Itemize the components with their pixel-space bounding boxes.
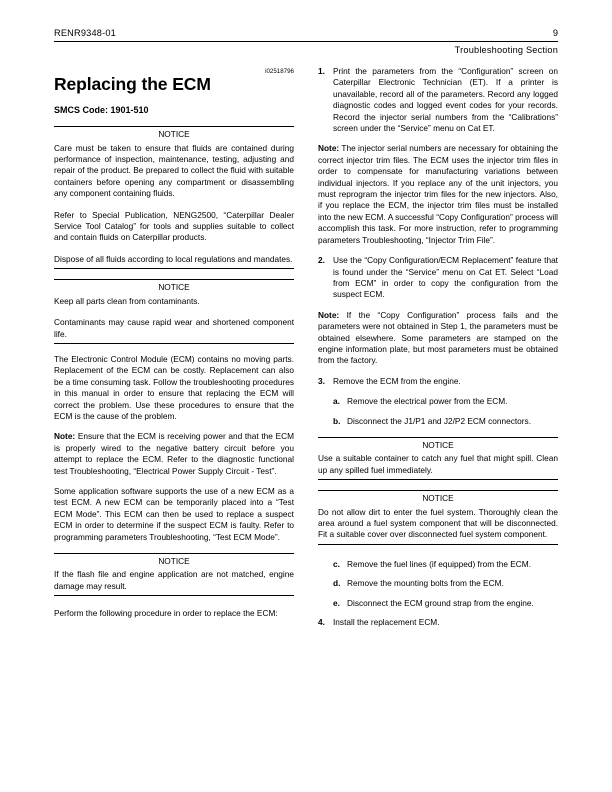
notice-body: Care must be taken to ensure that fluids are contained during performance of inspection, maintenance, testing, adjusting and repair of the product. Be prepared to collect the fluid with suitable containers before opening any compartment or disassembling any component containing fluids. bbox=[54, 142, 294, 199]
notice-body-7: Use a suitable container to catch any fuel that might spill. Clean up any spilled fuel immediately. bbox=[318, 453, 558, 475]
smcs-code: SMCS Code: 1901-510 bbox=[54, 104, 149, 115]
notice-bottom-rule bbox=[54, 268, 294, 269]
notice-body-3: Dispose of all fluids according to local regulations and mandates. bbox=[54, 253, 293, 264]
step-3-substeps-a-b bbox=[333, 396, 558, 427]
notice-block-3 bbox=[54, 553, 294, 596]
step-3b bbox=[333, 416, 558, 427]
step-4-number: 4. bbox=[318, 617, 325, 628]
step-3c bbox=[333, 559, 558, 570]
section-title: Troubleshooting Section bbox=[454, 45, 558, 55]
paragraph-procedure-intro: Perform the following procedure in order to replace the ECM: bbox=[54, 608, 278, 619]
notice-label-4: NOTICE bbox=[422, 439, 454, 450]
paragraph-test-ecm: Some application software supports the use of a new ECM as a test ECM. A new ECM can be temporarily placed into a “Test ECM Mode”. This ECM can then be used to replace a suspect ECM in order to determine if the suspect ECM is faulty. Refer to programming parameters Troubleshooting, “Test ECM Mode”. bbox=[54, 485, 294, 542]
step-3 bbox=[318, 376, 558, 387]
step-3-text: Remove the ECM from the engine. bbox=[333, 375, 461, 386]
notice-body-8: Do not allow dirt to enter the fuel system. Thoroughly clean the area around a fuel system component that will be disconnected. Fit a suitable cover over disconnected fuel system component. bbox=[318, 506, 558, 540]
page-title: Replacing the ECM bbox=[54, 74, 211, 95]
step-4-text: Install the replacement ECM. bbox=[333, 617, 440, 628]
left-column bbox=[54, 66, 294, 629]
step-2 bbox=[318, 255, 558, 301]
note-text-2: The injector serial numbers are necessary for obtaining the correct injector trim files. The ECM uses the injector trim files in order to compensate for manufacturing variations between individual injectors. If you replace any of the unit injectors, you must reprogram the injector trim files for the new injectors. Also, if you replace the ECM, the injector trim files must be installed into the new ECM. A successful “Copy Configuration” process will accomplish this task. For more instruction, refer to programming parameters Troubleshooting, “Injector Trim File”. bbox=[318, 143, 558, 245]
notice-bottom-rule-5 bbox=[318, 544, 558, 545]
step-1-text: Print the parameters from the “Configuration” screen on Caterpillar Electronic Technician (ET). If a printer is unavailable, record all of the parameters. Record any logged diagnostic codes and logged event codes for your records. Record the injector serial numbers from the “Calibrations” screen under the “Service” menu on Cat ET. bbox=[333, 66, 558, 134]
step-3e bbox=[333, 598, 558, 609]
note-label: Note: bbox=[54, 431, 76, 442]
notice-body-4: Keep all parts clean from contaminants. bbox=[54, 295, 200, 306]
notice-body-5: Contaminants may cause rapid wear and shortened component life. bbox=[54, 317, 294, 339]
notice-label: NOTICE bbox=[158, 129, 190, 140]
step-3a-number: a. bbox=[333, 396, 340, 407]
step-3e-text: Disconnect the ECM ground strap from the engine. bbox=[347, 597, 534, 608]
notice-body-2: Refer to Special Publication, NENG2500, “Caterpillar Dealer Service Tool Catalog” for tools and supplies suitable to collect and contain fluids on Caterpillar products. bbox=[54, 209, 294, 243]
step-3d-text: Remove the mounting bolts from the ECM. bbox=[347, 578, 504, 589]
notice-label-2: NOTICE bbox=[158, 282, 190, 293]
page-header bbox=[54, 28, 558, 55]
step-3b-text: Disconnect the J1/P1 and J2/P2 ECM connectors. bbox=[347, 415, 532, 426]
paragraph-ecm-overview: The Electronic Control Module (ECM) contains no moving parts. Replacement of the ECM can be costly. Replacement can also be a time consuming task. Follow the troubleshooting procedures in this manual in order to ensure that replacing the ECM will correct the problem. Use these procedures to ensure that the ECM is the cause of the problem. bbox=[54, 353, 294, 421]
step-3-substeps-c-e bbox=[333, 559, 558, 609]
page-number: 9 bbox=[552, 28, 558, 38]
step-3d-number: d. bbox=[333, 578, 341, 589]
step-1-number: 1. bbox=[318, 66, 325, 76]
notice-label-5: NOTICE bbox=[422, 493, 454, 504]
step-3a-text: Remove the electrical power from the ECM. bbox=[347, 396, 508, 407]
notice-block-2 bbox=[54, 279, 294, 344]
step-3e-number: e. bbox=[333, 597, 340, 608]
notice-block-1 bbox=[54, 126, 294, 269]
note-copy-configuration bbox=[318, 310, 558, 367]
notice-label-3: NOTICE bbox=[158, 556, 190, 566]
step-3c-number: c. bbox=[333, 558, 340, 569]
note-text-3: If the “Copy Configuration” process fails and the parameters were not obtained in Step 1, the parameters must be obtained elsewhere. Some parameters are stamped on the engine information plate, but most parameters must be obtained from the factory. bbox=[318, 309, 558, 366]
note-label-3: Note: bbox=[318, 309, 340, 320]
note-injector-trim bbox=[318, 143, 558, 246]
step-2-text: Use the “Copy Configuration/ECM Replacement” feature that is found under the “Service” menu on Cat ET. Select “Load from ECM” in order to copy the configuration from the suspect ECM. bbox=[333, 255, 558, 300]
note-text: Ensure that the ECM is receiving power and that the ECM is properly wired to the negative battery circuit before you attempt to replace the ECM. Refer to the diagnostic functional test Troubleshooting, “Electrical Power Supply Circuit - Test”. bbox=[54, 431, 294, 476]
step-3-number: 3. bbox=[318, 375, 325, 386]
step-3b-number: b. bbox=[333, 415, 341, 426]
step-4 bbox=[318, 617, 558, 628]
notice-block-4 bbox=[318, 437, 558, 480]
step-2-number: 2. bbox=[318, 255, 325, 266]
notice-body-6: If the flash file and engine application are not matched, engine damage may result. bbox=[54, 569, 294, 591]
step-3a bbox=[333, 396, 558, 407]
step-3d bbox=[333, 578, 558, 589]
step-3c-text: Remove the fuel lines (if equipped) from the ECM. bbox=[347, 558, 531, 569]
right-column bbox=[318, 66, 558, 637]
notice-block-5 bbox=[318, 490, 558, 545]
note-power-supply bbox=[54, 431, 294, 477]
header-divider bbox=[54, 41, 558, 42]
step-1 bbox=[318, 66, 558, 134]
notice-bottom-rule-4 bbox=[318, 479, 558, 480]
note-label-2: Note: bbox=[318, 143, 340, 154]
notice-bottom-rule-2 bbox=[54, 343, 294, 344]
document-number: RENR9348-01 bbox=[54, 28, 116, 38]
notice-bottom-rule-3 bbox=[54, 595, 294, 596]
document-id: i02518796 bbox=[265, 68, 294, 75]
